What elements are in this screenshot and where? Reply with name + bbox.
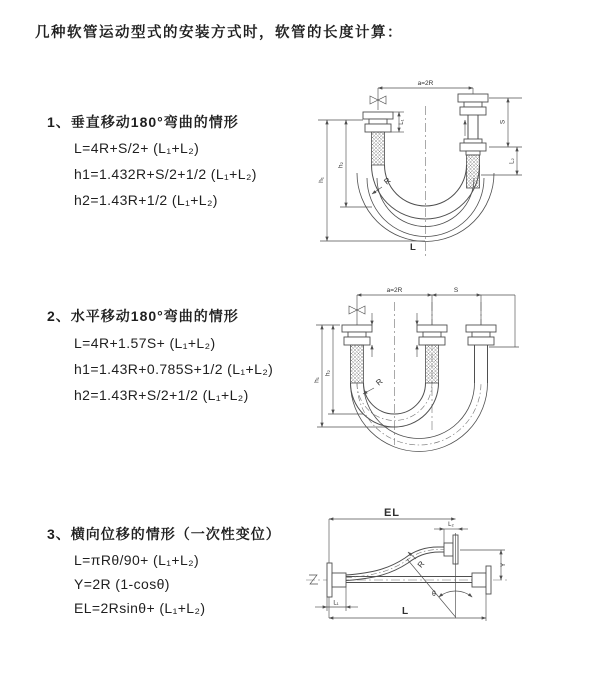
dim-label-s: S (453, 287, 459, 294)
dim-label-r: R (415, 559, 427, 570)
dimension-el (329, 507, 456, 618)
dimension-l2 (481, 147, 522, 175)
dim-label-el: EL (383, 507, 401, 519)
hose-u-bend (351, 383, 488, 452)
displaced-hose (346, 535, 458, 581)
formula-line: EL=2Rsinθ+ (L₁+L₂) (74, 600, 206, 616)
dim-label-l2: L₂ (509, 158, 516, 164)
formula-line: h1=1.432R+S/2+1/2 (L₁+L₂) (74, 166, 257, 182)
dimension-h2 (338, 120, 373, 207)
break-mark (309, 575, 318, 584)
braided-hose-section (467, 155, 480, 188)
left-fitting (342, 325, 372, 383)
dim-label-l2: L₂ (448, 522, 454, 528)
dim-label-a2r: a=2R (386, 287, 403, 294)
formula-line: L=4R+1.57S+ (L₁+L₂) (74, 335, 216, 351)
braided-hose-section (351, 345, 364, 383)
radius-callout (363, 377, 385, 394)
section-3-formulas (74, 548, 205, 620)
dim-label-r: R (382, 175, 393, 187)
dimension-l1 (315, 587, 358, 611)
straight-hose (346, 566, 491, 594)
dim-label-h2: h₂ (324, 369, 332, 377)
dimension-a2r (378, 80, 473, 94)
dim-label-h1: h₁ (313, 377, 321, 383)
dim-label-r: R (374, 376, 385, 388)
dim-label-s: S (499, 119, 507, 125)
dim-label-l: L (410, 242, 416, 253)
formula-line: L=4R+S/2+ (L₁+L₂) (74, 140, 200, 156)
formula-line: L=πRθ/90+ (L₁+L₂) (74, 552, 200, 568)
right-fitting (466, 325, 496, 383)
formula-line: h2=1.43R+1/2 (L₁+L₂) (74, 192, 218, 208)
dim-label-y: Y (500, 562, 507, 568)
diagram-vertical-180-bend (306, 64, 558, 260)
dimension-a2r (357, 287, 432, 295)
page-title: 几种软管运动型式的安装方式时，软管的长度计算： (35, 25, 403, 41)
middle-fitting (417, 325, 447, 383)
braided-hose-section (372, 132, 385, 165)
braided-hose-section (426, 345, 439, 383)
right-fitting (458, 94, 488, 188)
valve-icon (349, 295, 365, 325)
dim-label-h1: h₁ (318, 177, 325, 183)
valve-icon (370, 88, 386, 110)
section-1-formulas (74, 135, 257, 213)
section-1-heading: 1、垂直移动180°弯曲的情形 (47, 114, 239, 130)
dim-label-l1: L₁ (399, 119, 405, 125)
formula-line: h1=1.43R+0.785S+1/2 (L₁+L₂) (74, 361, 274, 377)
angle-annotation (407, 559, 472, 617)
section-2-formulas (74, 330, 273, 408)
diagram-horizontal-180-bend (306, 280, 571, 472)
section-3-heading: 3、横向位移的情形（一次性变位） (47, 526, 281, 542)
dim-label-l1: L₁ (333, 600, 339, 607)
dim-label-a2r: a=2R (417, 80, 434, 87)
left-fitting (363, 112, 393, 165)
dimension-l2 (434, 522, 468, 543)
dimension-s (489, 98, 522, 147)
diagram-lateral-displacement (302, 505, 599, 635)
dimension-l (329, 594, 486, 621)
formula-line: Y=2R (1-cosθ) (74, 576, 170, 592)
dim-label-h2: h₂ (337, 161, 345, 169)
left-flange (327, 563, 346, 597)
dim-label-l: L (402, 606, 409, 617)
dim-label-theta: θ (432, 591, 436, 598)
section-2-heading: 2、水平移动180°弯曲的情形 (47, 308, 239, 324)
formula-line: h2=1.43R+S/2+1/2 (L₁+L₂) (74, 387, 249, 403)
